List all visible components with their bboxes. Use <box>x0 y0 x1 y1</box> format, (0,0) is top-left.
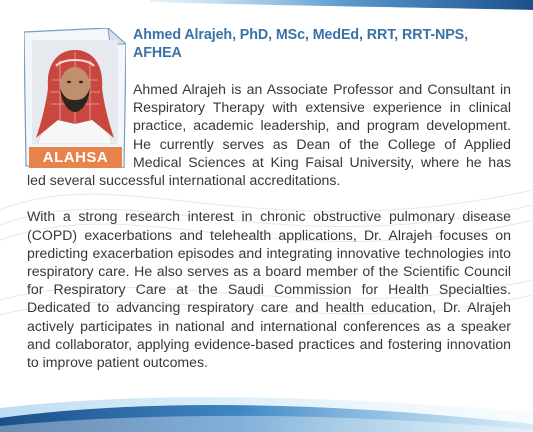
location-badge: ALAHSA <box>29 147 122 168</box>
top-accent-bar <box>150 0 533 14</box>
bio-paragraph-2: With a strong research interest in chronic obstructive pulmonary disease (COPD) exacerbations and telehealth applications, Dr. Alrajeh focuses on predicting exacerbation episodes and integrating innovative technologies into respiratory care. He also serves as a board member of the Scientific Council for Respiratory Care at the Saudi Commission for Health Specialties. Dedicated to advancing respiratory care and health education, Dr. Alrajeh actively participates in national and international conferences as a speaker and collaborator, applying evidence-based practices and fostering innovation to improve patient outcomes. <box>27 208 511 371</box>
speaker-bio <box>27 80 511 371</box>
bottom-wave <box>0 388 533 432</box>
speaker-name: Ahmed Alrajeh, PhD, MSc, MedEd, RRT, RRT-NPS, AFHEA <box>133 27 468 61</box>
bio-paragraph-1: Ahmed Alrajeh is an Associate Professor and Consultant in Respiratory Therapy with extensive experience in clinical practice, academic leadership, and program development. He currently serves as Dean of the College of Applied Medical Sciences at King Faisal University, where he has led several successful international accreditations. <box>27 81 511 189</box>
